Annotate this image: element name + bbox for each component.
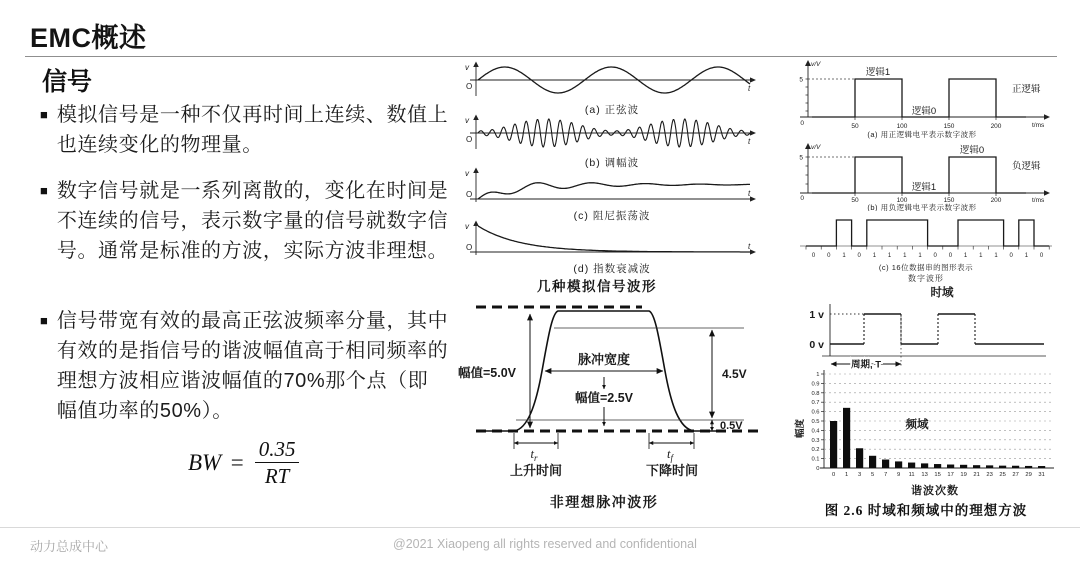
svg-text:0: 0 xyxy=(933,253,937,259)
svg-text:0.6: 0.6 xyxy=(811,409,820,416)
amplitude-label: 幅值=5.0V xyxy=(458,366,517,380)
svg-text:0.7: 0.7 xyxy=(811,400,820,407)
footer-divider xyxy=(0,527,1080,528)
exp-decay-plot xyxy=(462,219,767,275)
svg-text:0: 0 xyxy=(827,253,831,259)
frequency-domain-chart xyxy=(792,366,1060,505)
svg-text:1: 1 xyxy=(872,253,877,259)
formula-equals: = xyxy=(229,450,245,475)
logic-type-label: 负逻辑 xyxy=(1012,161,1041,172)
y-axis-label: v xyxy=(465,116,469,125)
x-unit-label: t/ms xyxy=(1032,122,1045,129)
svg-text:200: 200 xyxy=(990,197,1002,204)
svg-text:0: 0 xyxy=(816,466,820,472)
plot-caption: (a) 正弦波 xyxy=(584,104,640,116)
damped-wave-svg xyxy=(462,166,762,206)
bullet-marker: ■ xyxy=(40,107,48,122)
svg-text:1: 1 xyxy=(963,253,968,259)
formula-denominator: RT xyxy=(255,462,300,489)
bitstream-figure xyxy=(792,212,1060,289)
svg-text:0: 0 xyxy=(948,253,953,259)
origin-label: O xyxy=(466,190,473,199)
sine-wave-plot xyxy=(462,60,767,116)
bitstream-caption-1: (c) 16位数据串的图形表示 xyxy=(878,263,974,272)
x-tick-labels xyxy=(851,123,1001,130)
formula-lhs: BW xyxy=(188,450,222,475)
logic-low-label: 逻辑1 xyxy=(911,182,937,193)
x-axis-label: t xyxy=(748,189,751,198)
svg-text:31: 31 xyxy=(1038,472,1045,478)
origin-tick-label: 0 xyxy=(800,120,804,127)
time-domain-figure xyxy=(792,282,1060,375)
fall-time-label: 下降时间 xyxy=(645,463,699,478)
svg-text:0.4: 0.4 xyxy=(811,428,820,435)
svg-text:9: 9 xyxy=(896,472,901,478)
analog-figure-caption: 几种模拟信号波形 xyxy=(537,279,657,294)
svg-text:150: 150 xyxy=(943,197,955,204)
am-wave-svg xyxy=(462,113,762,153)
svg-text:100: 100 xyxy=(896,197,908,204)
pulse-waveform-figure xyxy=(456,298,768,521)
origin-label: O xyxy=(466,82,473,91)
svg-text:0: 0 xyxy=(1039,253,1044,259)
svg-text:3: 3 xyxy=(857,472,862,478)
svg-text:1: 1 xyxy=(918,253,922,259)
y-axis-label: v xyxy=(465,63,469,72)
y-tick-label: 5 xyxy=(799,76,803,84)
logic-high-label: 逻辑0 xyxy=(959,145,985,156)
v10-label: 0.5V xyxy=(720,420,743,432)
am-wave-plot xyxy=(462,113,767,169)
origin-tick-label: 0 xyxy=(800,195,804,202)
logic-positive-figure xyxy=(792,57,1060,144)
analog-waveforms-figure xyxy=(462,60,767,295)
v90-label: 4.5V xyxy=(722,367,747,381)
pulse-width-label: 脉冲宽度 xyxy=(577,352,631,367)
x-unit-label: t/ms xyxy=(1032,197,1045,204)
plot-caption: (c) 阻尼振荡波 xyxy=(573,210,651,222)
logic-type-label: 正逻辑 xyxy=(1012,84,1041,95)
svg-text:50: 50 xyxy=(851,123,859,130)
svg-text:11: 11 xyxy=(908,472,915,478)
exp-waveform-path xyxy=(478,226,750,252)
bullet-item xyxy=(40,100,449,160)
svg-text:15: 15 xyxy=(934,472,941,478)
svg-text:1: 1 xyxy=(979,253,983,259)
svg-text:1: 1 xyxy=(994,253,998,259)
section-subtitle: 信号 xyxy=(42,68,93,96)
svg-text:7: 7 xyxy=(883,472,888,478)
svg-text:1: 1 xyxy=(887,253,892,259)
rise-time-symbol: $t_r$ xyxy=(530,447,538,463)
logic-low-label: 逻辑0 xyxy=(911,106,937,117)
svg-text:29: 29 xyxy=(1025,472,1032,478)
bitstream-svg xyxy=(792,212,1060,284)
chart-plot-area xyxy=(811,372,1052,478)
svg-text:0.3: 0.3 xyxy=(811,437,820,444)
rise-time-label: 上升时间 xyxy=(509,463,563,478)
pulse-diagram-svg xyxy=(456,298,768,516)
bullet-marker: ■ xyxy=(40,313,48,328)
svg-text:1: 1 xyxy=(903,253,907,259)
svg-text:1: 1 xyxy=(1024,253,1029,259)
svg-text:23: 23 xyxy=(986,472,993,478)
logic-negative-figure xyxy=(792,141,1060,216)
logic-a-caption: (a) 用正逻辑电平表示数字波形 xyxy=(867,130,977,139)
svg-text:100: 100 xyxy=(896,123,908,130)
fall-time-symbol: $t_f$ xyxy=(667,447,673,463)
high-level-label: 1 v xyxy=(809,309,824,321)
svg-text:1: 1 xyxy=(842,253,846,259)
chart-title: 频域 xyxy=(905,419,929,431)
svg-text:13: 13 xyxy=(921,472,928,478)
svg-text:0: 0 xyxy=(831,472,836,478)
plot-caption: (d) 指数衰减波 xyxy=(573,263,651,275)
time-domain-title: 时域 xyxy=(930,287,954,299)
bullet-marker: ■ xyxy=(40,183,48,198)
x-axis-label: t xyxy=(748,242,751,251)
y-unit-label: v/V xyxy=(811,61,821,68)
frequency-domain-svg xyxy=(792,366,1060,500)
svg-text:0.2: 0.2 xyxy=(811,447,820,454)
page-title: EMC概述 xyxy=(30,23,147,53)
bullet-text: 数字信号就是一系列离散的，变化在时间是不连续的信号，表示数字量的信号就数字信号。通常是标准的方波，实际方波非理想。 xyxy=(56,180,449,262)
sine-wave-svg xyxy=(462,60,762,100)
plot-caption: (b) 调幅波 xyxy=(584,157,640,169)
bullet-text: 模拟信号是一种不仅再时间上连续、数值上也连续变化的物理量。 xyxy=(56,104,449,156)
origin-label: O xyxy=(466,135,473,144)
svg-text:0: 0 xyxy=(857,253,861,259)
svg-text:0.5: 0.5 xyxy=(811,419,820,425)
svg-text:0.1: 0.1 xyxy=(811,456,820,463)
svg-text:17: 17 xyxy=(947,472,954,478)
formula-fraction xyxy=(253,437,302,489)
svg-text:0: 0 xyxy=(811,253,816,259)
half-amplitude-label: 幅值=2.5V xyxy=(574,391,634,405)
y-tick-label: 5 xyxy=(799,154,803,162)
bullet-text: 信号带宽有效的最高正弦波频率分量，其中有效的是指信号的谐波幅值高于相同频率的理想方波相应谐波幅值的70%那个点（即幅值功率的50%）。 xyxy=(56,310,449,422)
logic-positive-svg xyxy=(792,57,1060,139)
svg-text:0.9: 0.9 xyxy=(811,381,820,388)
y-axis-label: v xyxy=(465,169,469,178)
footer-copyright: @2021 Xiaopeng all rights reserved and confidentional xyxy=(393,537,697,551)
pulse-figure-caption: 非理想脉冲波形 xyxy=(549,494,659,510)
formula-numerator: 0.35 xyxy=(258,437,296,461)
low-level-label: 0 v xyxy=(809,339,824,351)
svg-text:21: 21 xyxy=(973,472,980,478)
period-label: 周期, T xyxy=(850,359,882,370)
svg-text:5: 5 xyxy=(870,472,875,478)
svg-text:0: 0 xyxy=(1009,253,1013,259)
figure-caption: 图 2.6 时域和频域中的理想方波 xyxy=(824,503,1028,518)
svg-text:200: 200 xyxy=(990,123,1002,130)
svg-text:0.8: 0.8 xyxy=(811,390,820,397)
time-domain-svg xyxy=(792,282,1060,370)
bitstream-caption-2: 数字波形 xyxy=(908,274,944,283)
bullet-item xyxy=(40,176,449,266)
damped-wave-plot xyxy=(462,166,767,222)
footer-left: 动力总成中心 xyxy=(30,539,109,554)
y-axis-label: v xyxy=(465,222,469,231)
logic-high-label: 逻辑1 xyxy=(865,67,891,78)
svg-text:150: 150 xyxy=(943,123,955,130)
svg-text:27: 27 xyxy=(1012,472,1019,478)
logic-b-caption: (b) 用负逻辑电平表示数字波形 xyxy=(867,203,977,211)
y-unit-label: v/V xyxy=(811,144,821,151)
exp-decay-svg xyxy=(462,219,762,259)
svg-text:25: 25 xyxy=(999,472,1006,478)
x-axis-label: t xyxy=(748,84,751,93)
svg-text:50: 50 xyxy=(851,197,859,204)
svg-text:19: 19 xyxy=(960,472,967,478)
damped-waveform-path xyxy=(478,183,750,199)
bullet-item xyxy=(40,306,449,426)
x-axis-label: t xyxy=(748,137,751,146)
svg-text:1: 1 xyxy=(844,472,849,478)
chart-x-axis-title: 谐波次数 xyxy=(911,485,959,497)
bandwidth-formula xyxy=(188,437,302,489)
svg-text:1: 1 xyxy=(816,372,820,378)
logic-negative-svg xyxy=(792,141,1060,211)
origin-label: O xyxy=(466,243,473,252)
chart-y-axis-title: 幅度 xyxy=(795,418,806,438)
bitstream-waveform xyxy=(800,220,1052,259)
